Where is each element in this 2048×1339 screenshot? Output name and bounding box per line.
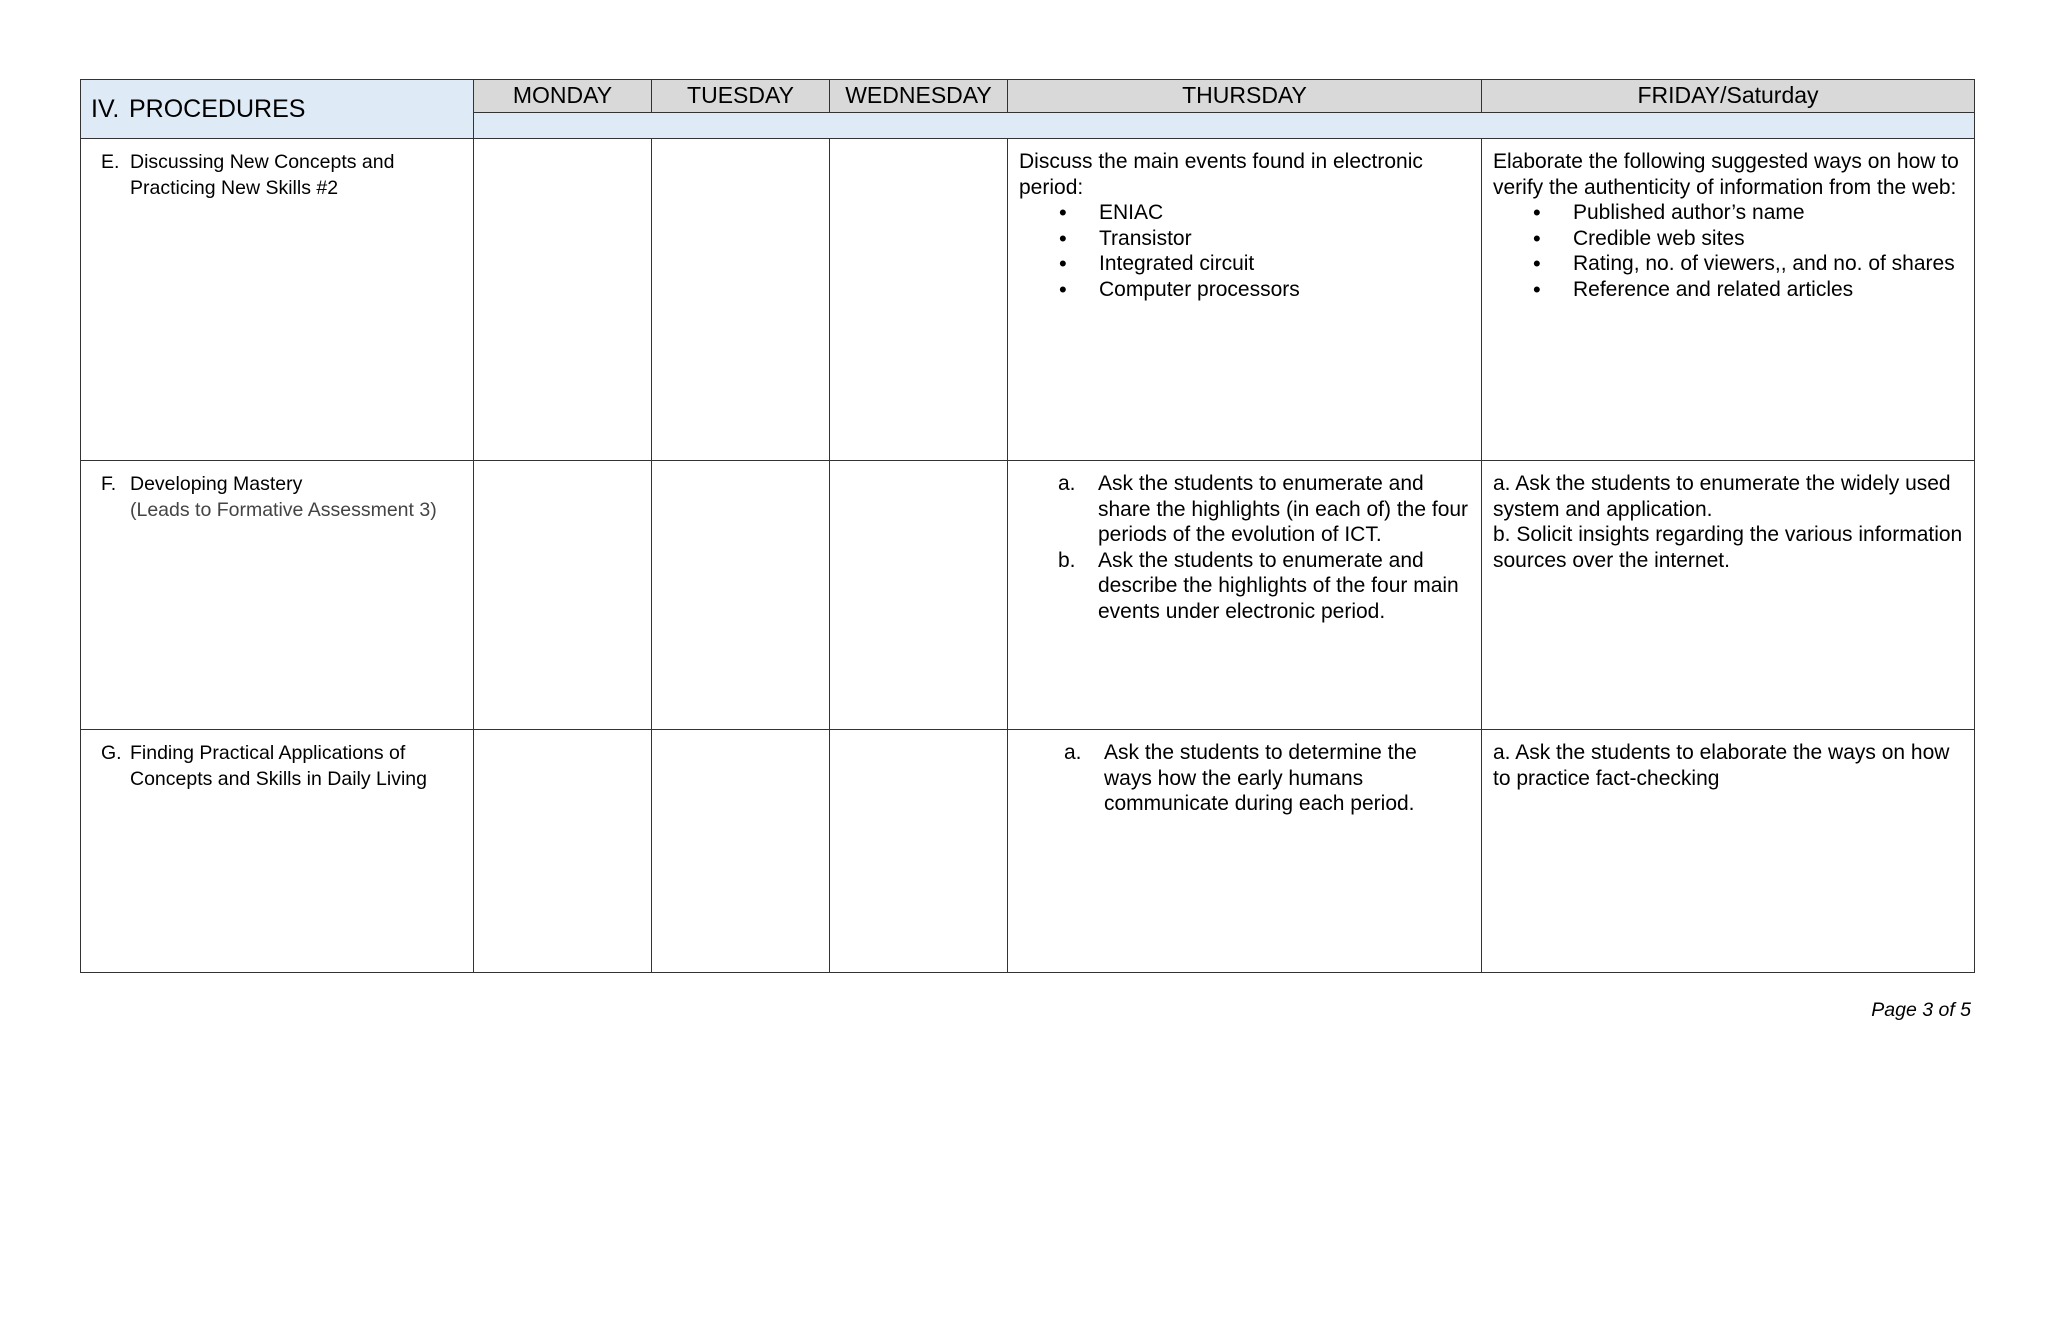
day-header-wednesday: WEDNESDAY — [830, 80, 1008, 113]
monday-cell — [474, 461, 652, 730]
bullet-list — [1019, 200, 1470, 302]
cell-intro: Elaborate the following suggested ways on how to verify the authenticity of information from the web: — [1493, 150, 1959, 199]
wednesday-cell — [830, 139, 1008, 461]
monday-cell — [474, 139, 652, 461]
thursday-cell — [1008, 139, 1482, 461]
section-number: IV. — [91, 94, 120, 123]
day-header-subrow — [474, 112, 1975, 138]
tuesday-cell — [652, 730, 830, 973]
thursday-cell — [1008, 461, 1482, 730]
list-item: • Published author’s name — [1533, 200, 1963, 226]
procedure-label — [81, 139, 474, 461]
tuesday-cell — [652, 139, 830, 461]
list-item: • Transistor — [1059, 226, 1470, 252]
friday-cell — [1482, 139, 1975, 461]
list-item — [1019, 740, 1470, 817]
procedure-letter: G. — [101, 742, 122, 764]
table-row — [81, 461, 1975, 730]
monday-cell — [474, 730, 652, 973]
bullet-list — [1493, 200, 1963, 302]
list-marker: b. — [1058, 548, 1076, 572]
table-row — [81, 139, 1975, 461]
wednesday-cell — [830, 461, 1008, 730]
lettered-list — [1019, 471, 1470, 624]
cell-line: b. Solicit insights regarding the various information sources over the internet. — [1493, 523, 1963, 572]
procedures-heading — [81, 80, 474, 139]
list-item-text: Ask the students to determine the ways how the early humans communicate during each period. — [1104, 741, 1417, 815]
procedure-label — [81, 730, 474, 973]
list-marker: a. — [1064, 741, 1082, 764]
day-header-thursday: THURSDAY — [1008, 80, 1482, 113]
list-item: • Computer processors — [1059, 277, 1470, 303]
procedure-title-line: Practicing New Skills #2 — [130, 177, 339, 199]
section-title: PROCEDURES — [129, 94, 306, 123]
procedure-title-line: Discussing New Concepts and — [130, 151, 395, 173]
procedure-subtitle: (Leads to Formative Assessment 3) — [130, 499, 437, 521]
table-row — [81, 730, 1975, 973]
list-item — [1019, 471, 1470, 548]
list-marker: a. — [1058, 472, 1076, 495]
list-item: • Credible web sites — [1533, 226, 1963, 252]
procedure-label — [81, 461, 474, 730]
list-item: • Rating, no. of viewers,, and no. of shares — [1533, 251, 1963, 277]
cell-line: a. Ask the students to elaborate the ways on how to practice fact-checking — [1493, 741, 1950, 790]
thursday-cell — [1008, 730, 1482, 973]
procedure-title-line: Finding Practical Applications of — [130, 742, 406, 764]
cell-intro: Discuss the main events found in electronic period: — [1019, 150, 1423, 199]
list-item-text: Ask the students to enumerate and describe the highlights of the four main events under electronic period. — [1098, 548, 1459, 623]
procedure-title-line: Concepts and Skills in Daily Living — [130, 768, 427, 790]
list-item: • Integrated circuit — [1059, 251, 1470, 277]
list-item: • ENIAC — [1059, 200, 1470, 226]
cell-line: a. Ask the students to enumerate the widely used system and application. — [1493, 472, 1951, 521]
procedures-table — [80, 79, 1975, 973]
page-number: Page 3 of 5 — [1871, 999, 1971, 1021]
procedure-letter: E. — [101, 151, 120, 173]
day-header-monday: MONDAY — [474, 80, 652, 113]
tuesday-cell — [652, 461, 830, 730]
wednesday-cell — [830, 730, 1008, 973]
lettered-list — [1019, 740, 1470, 817]
friday-cell — [1482, 730, 1975, 973]
friday-cell — [1482, 461, 1975, 730]
list-item — [1019, 548, 1470, 625]
procedure-title-line: Developing Mastery — [130, 473, 303, 495]
list-item-text: Ask the students to enumerate and share the highlights (in each of) the four periods of the evolution of ICT. — [1098, 472, 1469, 546]
list-item: • Reference and related articles — [1533, 277, 1963, 303]
day-header-tuesday: TUESDAY — [652, 80, 830, 113]
procedure-letter: F. — [101, 473, 117, 495]
day-header-friday: FRIDAY/Saturday — [1482, 80, 1975, 113]
